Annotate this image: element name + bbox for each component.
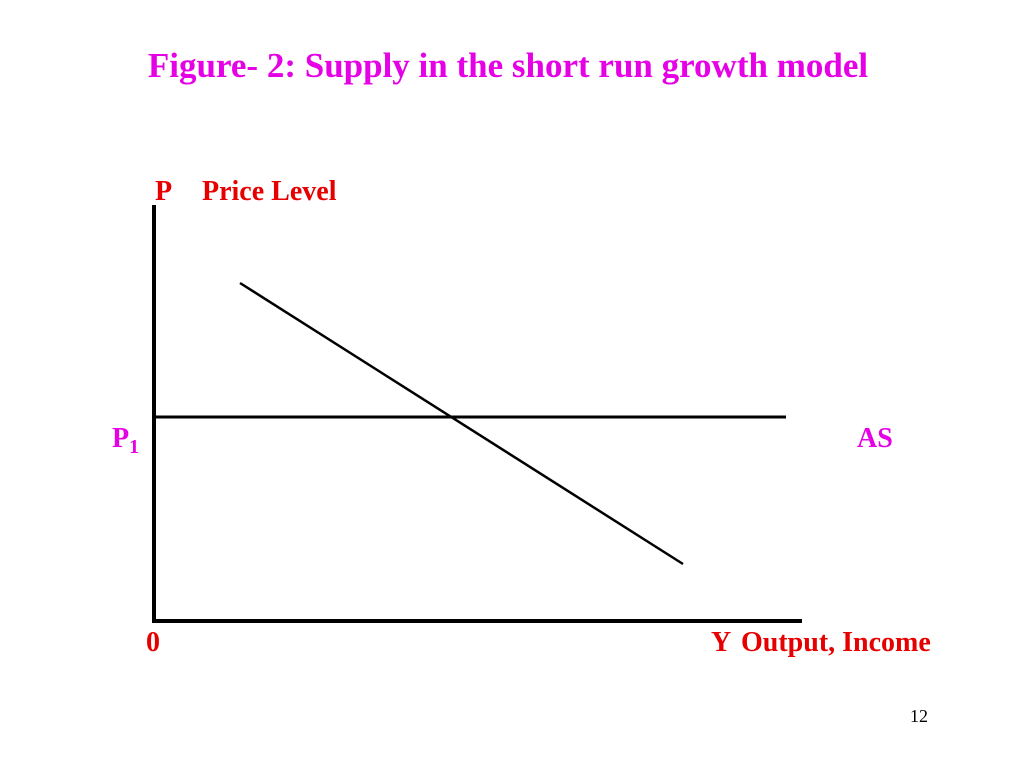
price-level-p1-label: [112, 422, 139, 464]
output-axis-name: Output, Income: [741, 627, 931, 658]
origin-label: 0: [146, 627, 160, 658]
price-axis-symbol: P: [155, 176, 173, 207]
page-number: 12: [910, 706, 928, 726]
p1-subscript: 1: [129, 436, 140, 458]
as-curve-label: AS: [857, 423, 893, 454]
output-axis-symbol: Y: [711, 627, 732, 658]
figure-title: Figure- 2: Supply in the short run growth model: [147, 46, 869, 85]
p1-base: P: [112, 423, 130, 454]
price-axis-name: Price Level: [202, 176, 337, 207]
aggregate-demand-line: [240, 283, 683, 564]
